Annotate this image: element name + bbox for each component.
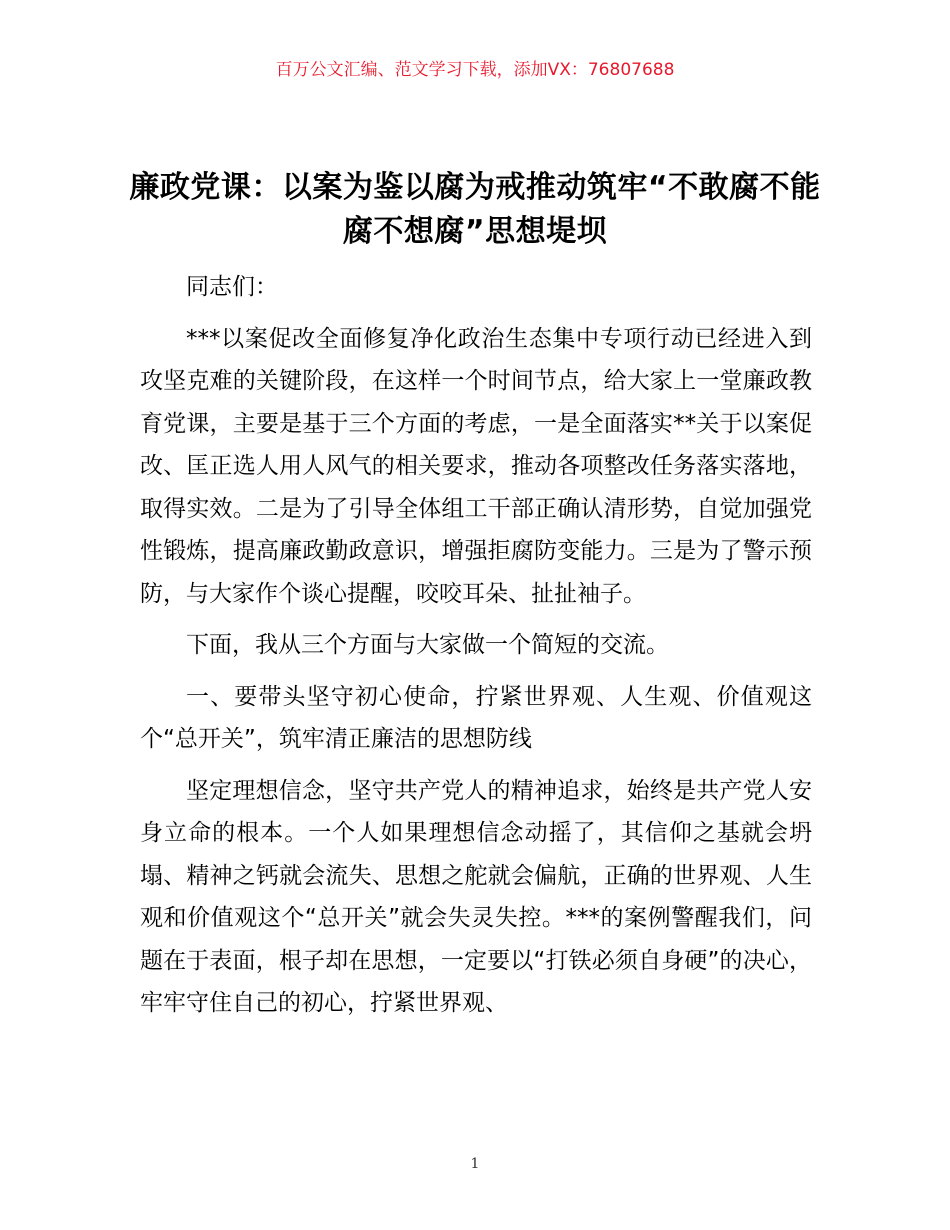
header-watermark: 百万公文汇编、范文学习下载，添加VX：76807688	[275, 60, 675, 80]
intro-paragraph: ***以案促改全面修复净化政治生态集中专项行动已经进入到攻坚克难的关键阶段，在这样一个时间节点，给大家上一堂廉政教育党课，主要是基于三个方面的考虑，一是全面落实**关于以案促改、匡正选人用人风气的相关要求，推动各项整改任务落实落地，取得实效。二是为了引导全体组工干部正确认清形势，自觉加强党性锻炼，提高廉政勤政意识，增强拒腐防变能力。三是为了警示预防，与大家作个谈心提醒，咬咬耳朵、扯扯袖子。	[140, 325, 812, 607]
document-title: 廉政党课：以案为鉴以腐为戒推动筑牢“不敢腐不能腐不想腐”思想堤坝	[129, 170, 821, 249]
salutation: 同志们：	[186, 274, 278, 300]
section-1-paragraph: 坚定理想信念，坚守共产党人的精神追求，始终是共产党人安身立命的根本。一个人如果理想信念动摇了，其信仰之基就会坍塌、精神之钙就会流失、思想之舵就会偏航，正确的世界观、人生观和价值观这个“总开关”就会失灵失控。***的案例警醒我们，问题在于表面，根子却在思想，一定要以“打铁必须自身硬”的决心，牢牢守住自己的初心，拧紧世界观、	[140, 777, 812, 1016]
page-number: 1	[470, 1156, 480, 1172]
transition-paragraph: 下面，我从三个方面与大家做一个简短的交流。	[186, 632, 669, 658]
document-body	[140, 266, 812, 1034]
section-heading-1: 一、要带头坚守初心使命，拧紧世界观、人生观、价值观这个“总开关”，筑牢清正廉洁的思想防线	[140, 683, 812, 752]
